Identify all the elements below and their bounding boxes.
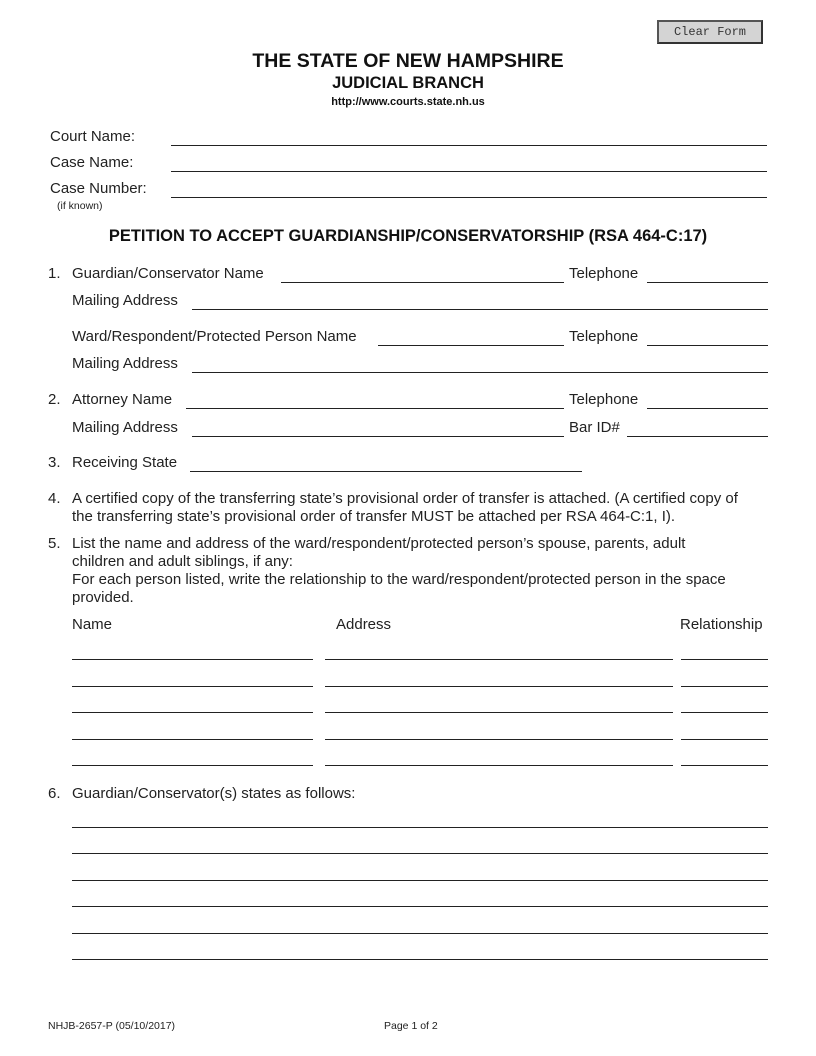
section-5-line-4: provided.	[72, 589, 134, 606]
section-4-number: 4.	[48, 490, 61, 507]
statement-line[interactable]	[72, 840, 768, 854]
case-name-field[interactable]	[171, 158, 767, 172]
guardian-name-label: Guardian/Conservator Name	[72, 265, 264, 282]
attorney-mailing-address-field[interactable]	[192, 423, 564, 437]
section-5-line-2: children and adult siblings, if any:	[72, 553, 293, 570]
relative-address-field[interactable]	[325, 646, 673, 660]
column-header-relationship: Relationship	[680, 616, 763, 633]
ward-telephone-label: Telephone	[569, 328, 639, 345]
relative-relationship-field[interactable]	[681, 726, 768, 740]
guardian-mailing-address-field[interactable]	[192, 296, 768, 310]
ward-telephone-field[interactable]	[647, 332, 768, 346]
guardian-name-field[interactable]	[281, 269, 564, 283]
attorney-name-field[interactable]	[186, 395, 564, 409]
statement-line[interactable]	[72, 814, 768, 828]
form-id: NHJB-2657-P (05/10/2017)	[48, 1020, 176, 1032]
receiving-state-field[interactable]	[190, 458, 582, 472]
attorney-telephone-label: Telephone	[569, 391, 639, 408]
ward-name-field[interactable]	[378, 332, 564, 346]
branch-heading: JUDICIAL BRANCH	[332, 74, 484, 92]
relative-name-field[interactable]	[72, 673, 313, 687]
relative-name-field[interactable]	[72, 752, 313, 766]
guardian-telephone-label: Telephone	[569, 265, 639, 282]
if-known-note: (if known)	[57, 200, 103, 212]
attorney-name-label: Attorney Name	[72, 391, 173, 408]
relative-address-field[interactable]	[325, 673, 673, 687]
ward-mailing-address-field[interactable]	[192, 359, 768, 373]
section-2-number: 2.	[48, 391, 61, 408]
relative-name-field[interactable]	[72, 726, 313, 740]
receiving-state-label: Receiving State	[72, 454, 178, 471]
court-url: http://www.courts.state.nh.us	[331, 96, 485, 108]
relative-relationship-field[interactable]	[681, 752, 768, 766]
attorney-mailing-address-label: Mailing Address	[72, 419, 178, 436]
relative-address-field[interactable]	[325, 752, 673, 766]
bar-id-field[interactable]	[627, 423, 768, 437]
ward-mailing-address-label: Mailing Address	[72, 355, 178, 372]
relative-relationship-field[interactable]	[681, 673, 768, 687]
relative-relationship-field[interactable]	[681, 699, 768, 713]
case-name-label: Case Name:	[50, 154, 134, 171]
statement-line[interactable]	[72, 946, 768, 960]
column-header-address: Address	[336, 616, 392, 633]
page-number: Page 1 of 2	[384, 1020, 438, 1032]
section-4-line-1: A certified copy of the transferring state’s provisional order of transfer is attached. (A certified copy of	[72, 490, 738, 507]
attorney-telephone-field[interactable]	[647, 395, 768, 409]
relative-address-field[interactable]	[325, 699, 673, 713]
section-5-line-1: List the name and address of the ward/respondent/protected person’s spouse, parents, adult	[72, 535, 686, 552]
relative-relationship-field[interactable]	[681, 646, 768, 660]
form-title: PETITION TO ACCEPT GUARDIANSHIP/CONSERVATORSHIP (RSA 464-C:17)	[108, 227, 708, 245]
statement-line[interactable]	[72, 893, 768, 907]
section-5-line-3: For each person listed, write the relationship to the ward/respondent/protected person in the space	[72, 571, 726, 588]
case-number-field[interactable]	[171, 184, 767, 198]
state-heading: THE STATE OF NEW HAMPSHIRE	[252, 50, 564, 72]
section-3-number: 3.	[48, 454, 61, 471]
case-number-label: Case Number:	[50, 180, 147, 197]
statement-line[interactable]	[72, 920, 768, 934]
statement-line[interactable]	[72, 867, 768, 881]
court-name-field[interactable]	[171, 132, 767, 146]
section-1-number: 1.	[48, 265, 61, 282]
column-header-name: Name	[72, 616, 113, 633]
section-4-line-2: the transferring state’s provisional order of transfer MUST be attached per RSA 464-C:1, I).	[72, 508, 676, 525]
section-6-number: 6.	[48, 785, 61, 802]
relative-name-field[interactable]	[72, 646, 313, 660]
section-5-number: 5.	[48, 535, 61, 552]
clear-form-button[interactable]: Clear Form	[657, 20, 763, 44]
guardian-telephone-field[interactable]	[647, 269, 768, 283]
guardian-mailing-address-label: Mailing Address	[72, 292, 178, 309]
ward-name-label: Ward/Respondent/Protected Person Name	[72, 328, 357, 345]
court-name-label: Court Name:	[50, 128, 136, 145]
bar-id-label: Bar ID#	[569, 419, 620, 436]
relative-name-field[interactable]	[72, 699, 313, 713]
relative-address-field[interactable]	[325, 726, 673, 740]
guardian-statement-label: Guardian/Conservator(s) states as follows:	[72, 785, 356, 802]
